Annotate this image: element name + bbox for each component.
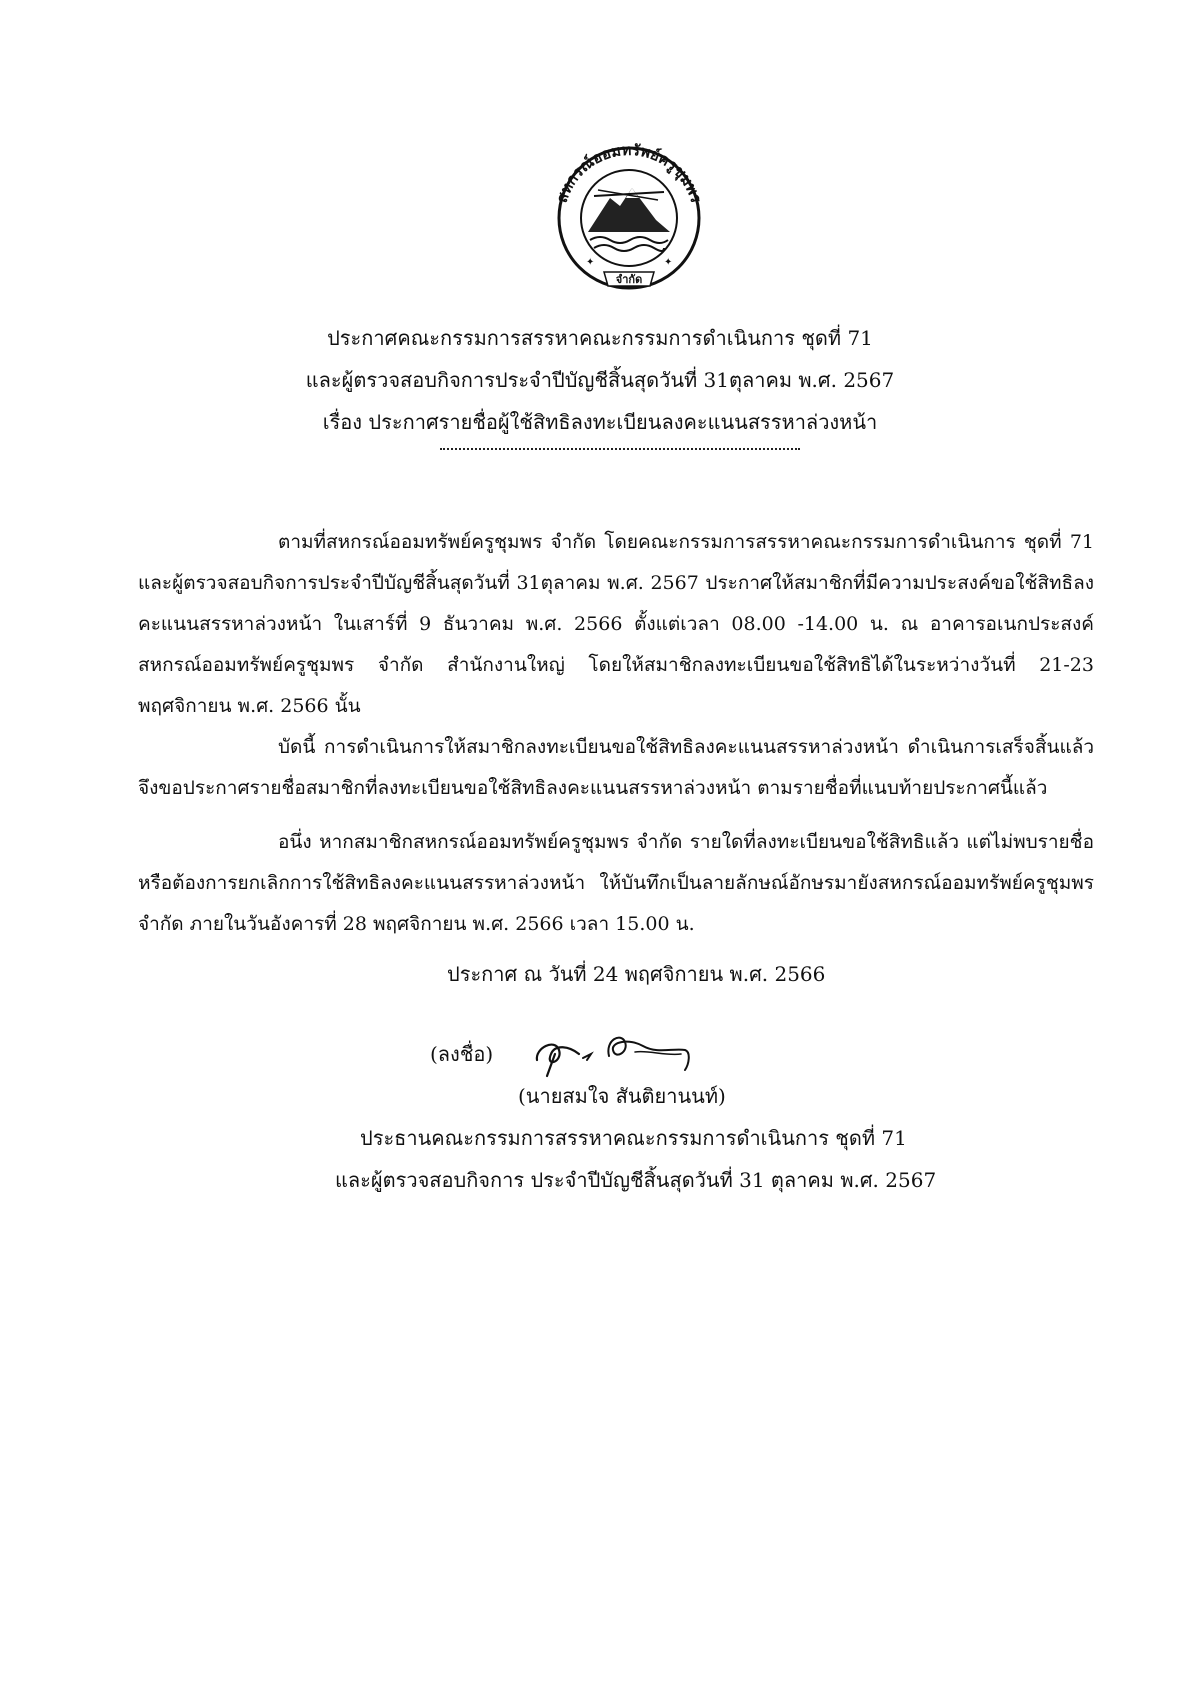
- body-paragraph-1: ตามที่สหกรณ์ออมทรัพย์ครูชุมพร จำกัด โดยคณะกรรมการสรรหาคณะกรรมการดำเนินการ ชุดที่ 71 และผู้ตรวจสอบกิจการประจำปีบัญชีสิ้นสุดวันที่ 31ตุลาคม พ.ศ. 2567 ประกาศให้สมาชิกที่มีความประสงค์ขอใช้สิทธิลงคะแนนสรรหาล่วงหน้า ในเสาร์ที่ 9 ธันวาคม พ.ศ. 2566 ตั้งแต่เวลา 08.00 -14.00 น. ณ อาคารอเนกประสงค์สหกรณ์ออมทรัพย์ครูชุมพร จำกัด สำนักงานใหญ่ โดยให้สมาชิกลงทะเบียนขอใช้สิทธิได้ในระหว่างวันที่ 21-23 พฤศจิกายน พ.ศ. 2566 นั้น: [138, 531, 1094, 717]
- announcement-date: ประกาศ ณ วันที่ 24 พฤศจิกายน พ.ศ. 2566: [447, 962, 826, 986]
- handwritten-signature: [525, 1020, 705, 1080]
- svg-text:✦: ✦: [664, 257, 673, 268]
- signer-name: (นายสมใจ สันติยานนท์): [518, 1084, 726, 1108]
- dotted-separator: [440, 448, 800, 450]
- signer-position-line-1: ประธานคณะกรรมการสรรหาคณะกรรมการดำเนินการ ชุดที่ 71: [360, 1126, 907, 1150]
- cooperative-seal-logo: [546, 140, 712, 290]
- seal-ring-text: สหกรณ์ออมทรัพย์ครูชุมพร: [552, 140, 706, 205]
- signer-position-line-2: และผู้ตรวจสอบกิจการ ประจำปีบัญชีสิ้นสุดวันที่ 31 ตุลาคม พ.ศ. 2567: [335, 1168, 937, 1192]
- seal-bottom-text: จำกัด: [615, 273, 643, 286]
- body-paragraph-3: อนึ่ง หากสมาชิกสหกรณ์ออมทรัพย์ครูชุมพร จำกัด รายใดที่ลงทะเบียนขอใช้สิทธิแล้ว แต่ไม่พบรายชื่อ หรือต้องการยกเลิกการใช้สิทธิลงคะแนนสรรหาล่วงหน้า ให้บันทึกเป็นลายลักษณ์อักษรมายังสหกรณ์ออมทรัพย์ครูชุมพร จำกัด ภายในวันอังคารที่ 28 พฤศจิกายน พ.ศ. 2566 เวลา 15.00 น.: [138, 831, 1094, 935]
- announcement-title-line-1: ประกาศคณะกรรมการสรรหาคณะกรรมการดำเนินการ ชุดที่ 71: [327, 326, 873, 350]
- body-paragraph-2: บัดนี้ การดำเนินการให้สมาชิกลงทะเบียนขอใช้สิทธิลงคะแนนสรรหาล่วงหน้า ดำเนินการเสร็จสิ้นแล้ว จึงขอประกาศรายชื่อสมาชิกที่ลงทะเบียนขอใช้สิทธิลงคะแนนสรรหาล่วงหน้า ตามรายชื่อที่แนบท้ายประกาศนี้แล้ว: [138, 736, 1094, 799]
- announcement-subject-line: เรื่อง ประกาศรายชื่อผู้ใช้สิทธิลงทะเบียนลงคะแนนสรรหาล่วงหน้า: [322, 410, 878, 434]
- announcement-title-line-2: และผู้ตรวจสอบกิจการประจำปีบัญชีสิ้นสุดวันที่ 31ตุลาคม พ.ศ. 2567: [305, 368, 895, 392]
- svg-text:✦: ✦: [586, 257, 595, 268]
- signature-label: (ลงชื่อ): [430, 1042, 494, 1066]
